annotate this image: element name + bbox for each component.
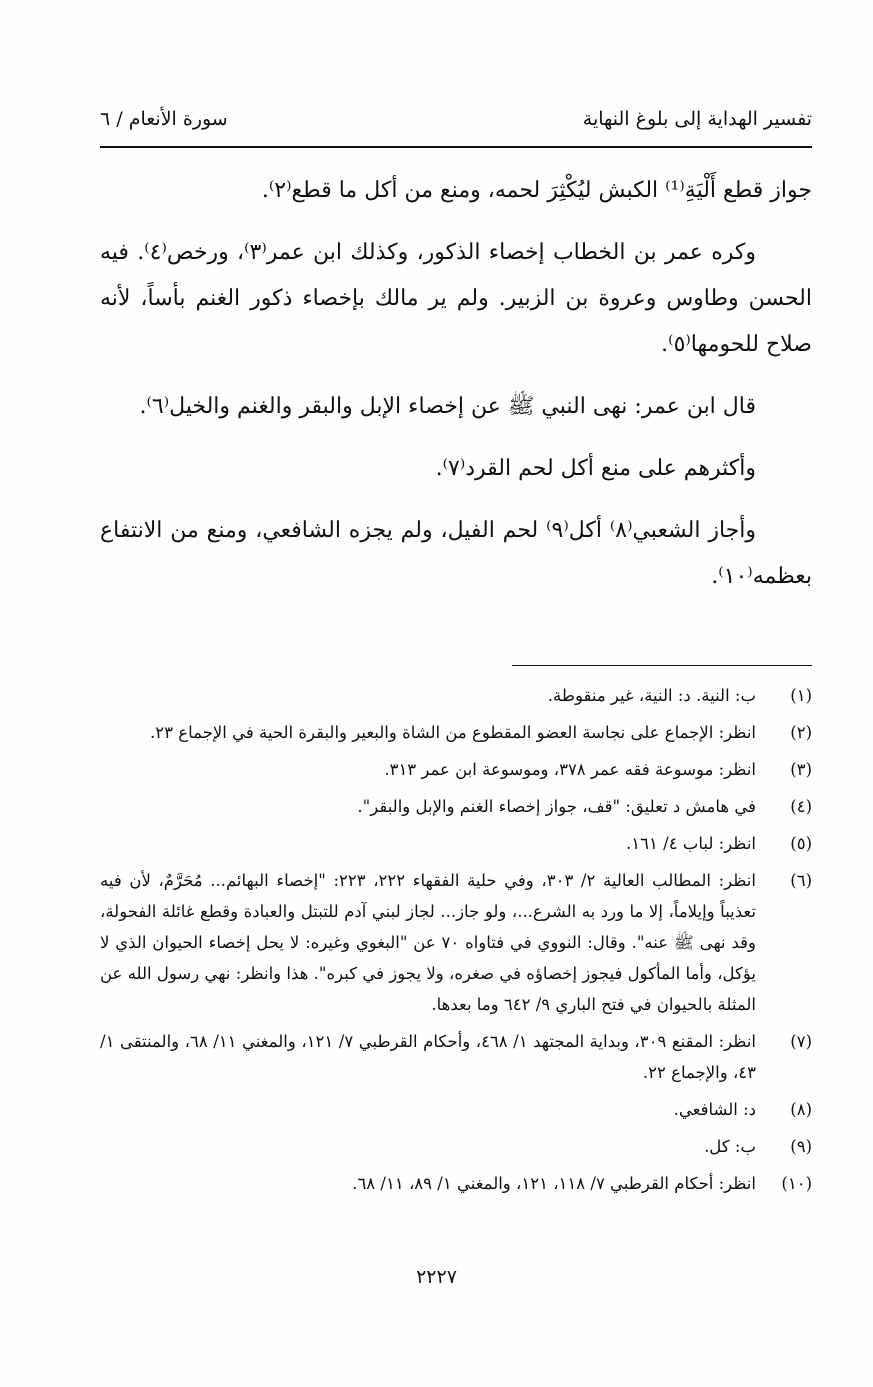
footnote-text: انظر: أحكام القرطبي ٧/ ١١٨، ١٢١، والمغني ١/ ٨٩، ١١/ ٦٨.: [352, 1174, 756, 1193]
footnote-text: في هامش د تعليق: "قف، جواز إخصاء الغنم والإبل والبقر".: [357, 797, 756, 816]
paragraph-2: وكره عمر بن الخطاب إخصاء الذكور، وكذلك ابن عمر⁽٣⁾، ورخص⁽٤⁾. فيه الحسن وطاوس وعروة بن الزبير. ولم ير مالك بإخصاء ذكور الغنم بأساً، لأنه صلاح للحومها⁽٥⁾.: [100, 240, 812, 357]
footnote-item: [100, 828, 812, 859]
footnote-item: [100, 1131, 812, 1162]
footnote-number: (١٠): [781, 1174, 812, 1193]
header-rule: [100, 146, 812, 148]
footnote-text: انظر: الإجماع على نجاسة العضو المقطوع من الشاة والبعير والبقرة الحية في الإجماع ٢٣.: [150, 723, 756, 742]
footnote-separator: [512, 665, 812, 666]
footnote-item: [100, 865, 812, 1020]
paragraph-4: وأكثرهم على منع أكل لحم القرد⁽٧⁾.: [435, 456, 756, 481]
paragraph-5: وأجاز الشعبي⁽٨⁾ أكل⁽٩⁾ لحم الفيل، ولم يجزه الشافعي، ومنع من الانتفاع بعظمه⁽١٠⁾.: [100, 518, 812, 589]
footnote-item: [100, 717, 812, 748]
footnote-text: انظر: موسوعة فقه عمر ٣٧٨، وموسوعة ابن عمر ٣١٣.: [384, 760, 756, 779]
footnote-number: (٧): [790, 1032, 812, 1051]
running-header: [100, 104, 812, 144]
footnote-number: (٥): [790, 834, 812, 853]
paragraph-3: قال ابن عمر: نهى النبي ﷺ عن إخصاء الإبل والبقر والغنم والخيل⁽٦⁾.: [139, 394, 756, 419]
footnote-item: [100, 1026, 812, 1088]
footnote-number: (١): [790, 686, 812, 705]
footnote-text: د: الشافعي.: [673, 1100, 756, 1119]
book-title: تفسير الهداية إلى بلوغ النهاية: [582, 108, 812, 130]
footnote-number: (٣): [790, 760, 812, 779]
footnote-text: انظر: المطالب العالية ٢/ ٣٠٣، وفي حلية الفقهاء ٢٢٢، ٢٢٣: "إخصاء البهائم... مُحَرَّمٌ، لأن فيه تعذيباً وإيلاماً، إلا ما ورد به الشرع...، ولو جاز... لجاز لبني آدم للتبتل والعبادة وقطع غائلة الفحولة، وقد نهى ﷺ عنه". وقال: النووي في فتاواه ٧٠ عن "البغوي وغيره: لا يحل إخصاء الحيوان الذي لا يؤكل، وأما المأكول فيجوز إخصاؤه في صغره، ولا يجوز في كبره". هذا وانظر: نهي رسول الله عن المثلة بالحيوان في فتح الباري ٩/ ٦٤٢ وما بعدها.: [100, 871, 756, 1014]
surah-label: سورة الأنعام / ٦: [100, 108, 228, 130]
footnote-text: انظر: المقنع ٣٠٩، وبداية المجتهد ١/ ٤٦٨، وأحكام القرطبي ٧/ ١٢١، والمغني ١١/ ٦٨، والمنتقى ١/ ٤٣، والإجماع ٢٢.: [100, 1032, 757, 1082]
footnote-number: (٢): [790, 723, 812, 742]
footnotes: [100, 680, 812, 1205]
footnote-text: ب: كل.: [704, 1137, 756, 1156]
footnote-item: [100, 680, 812, 711]
footnote-item: [100, 791, 812, 822]
main-text: [100, 168, 812, 616]
footnote-number: (٦): [790, 871, 812, 890]
footnote-text: انظر: لباب ٤/ ١٦١.: [626, 834, 756, 853]
page-number: ٢٢٢٧: [416, 1266, 457, 1288]
footnote-number: (٩): [790, 1137, 812, 1156]
paragraph-1: جواز قطع أَلْيَةِ⁽¹⁾ الكبش ليُكْثِرَ لحمه، ومنع من أكل ما قطع⁽٢⁾.: [261, 178, 812, 203]
footnote-item: [100, 754, 812, 785]
footnote-item: [100, 1094, 812, 1125]
footnote-number: (٨): [790, 1100, 812, 1119]
footnote-text: ب: النية. د: النية، غير منقوطة.: [547, 686, 756, 705]
footnote-item: [100, 1168, 812, 1199]
footnote-number: (٤): [790, 797, 812, 816]
